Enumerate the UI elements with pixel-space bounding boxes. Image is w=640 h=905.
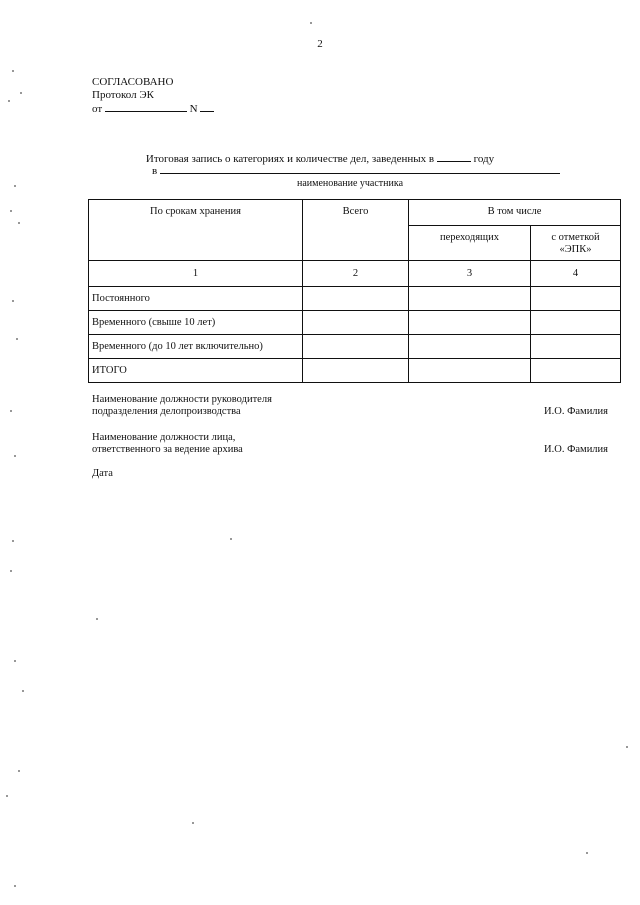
scan-speck	[14, 885, 16, 887]
scan-speck	[20, 92, 22, 94]
scan-speck	[12, 300, 14, 302]
number-blank	[200, 102, 214, 112]
header-retention: По срокам хранения	[89, 200, 303, 261]
row-label: Временного (до 10 лет включительно)	[89, 335, 303, 359]
scan-speck	[10, 210, 12, 212]
scan-speck	[16, 338, 18, 340]
scan-speck	[96, 618, 98, 620]
signature-position-line: Наименование должности руководителя	[92, 394, 272, 405]
cell	[531, 335, 621, 359]
cell	[409, 359, 531, 383]
row-label: Временного (свыше 10 лет)	[89, 311, 303, 335]
scan-speck	[22, 690, 24, 692]
table-row-total	[89, 359, 621, 383]
date-label: Дата	[92, 468, 113, 479]
cell	[409, 335, 531, 359]
cell	[409, 287, 531, 311]
cell	[531, 287, 621, 311]
scan-speck	[18, 770, 20, 772]
table-row	[89, 335, 621, 359]
cell	[409, 311, 531, 335]
scan-speck	[6, 795, 8, 797]
summary-table	[88, 199, 621, 383]
column-numbers-row	[89, 261, 621, 287]
header-carried-over: переходящих	[409, 226, 531, 261]
cell	[531, 359, 621, 383]
row-label: ИТОГО	[89, 359, 303, 383]
cell	[531, 311, 621, 335]
cell	[303, 287, 409, 311]
scan-speck	[14, 660, 16, 662]
participant-blank	[160, 164, 560, 174]
from-prefix: от	[92, 103, 103, 115]
scan-speck	[8, 100, 10, 102]
scan-speck	[10, 410, 12, 412]
page-number: 2	[317, 38, 323, 50]
signature-name: И.О. Фамилия	[544, 406, 608, 417]
scan-speck	[230, 538, 232, 540]
header-total: Всего	[303, 200, 409, 261]
scan-speck	[626, 746, 628, 748]
signature-name: И.О. Фамилия	[544, 444, 608, 455]
table-header-row	[89, 200, 621, 226]
scan-speck	[310, 22, 312, 24]
cell	[303, 311, 409, 335]
signature-block	[92, 432, 243, 456]
year-blank	[437, 152, 471, 162]
in-prefix: в	[152, 165, 158, 177]
signature-block	[92, 394, 272, 418]
column-number: 4	[531, 261, 621, 287]
column-number: 3	[409, 261, 531, 287]
participant-caption: наименование участника	[296, 178, 404, 189]
date-blank	[105, 102, 187, 112]
scan-speck	[12, 70, 14, 72]
cell	[303, 359, 409, 383]
approval-date-line	[92, 102, 214, 116]
signature-position-line: ответственного за ведение архива	[92, 444, 243, 455]
column-number: 1	[89, 261, 303, 287]
title-text-before: Итоговая запись о категориях и количестве дел, заведенных в	[145, 153, 435, 165]
header-including: В том числе	[409, 200, 621, 226]
cell	[303, 335, 409, 359]
approval-protocol: Протокол ЭК	[92, 89, 154, 101]
scan-speck	[192, 822, 194, 824]
title-text-after: году	[473, 153, 495, 165]
scan-speck	[14, 455, 16, 457]
approval-title: СОГЛАСОВАНО	[92, 76, 174, 88]
row-label: Постоянного	[89, 287, 303, 311]
signature-position-line: подразделения делопроизводства	[92, 406, 241, 417]
table-row	[89, 311, 621, 335]
approval-block	[92, 76, 214, 116]
scan-speck	[586, 852, 588, 854]
participant-line	[152, 164, 560, 177]
header-epk-mark: с отметкой «ЭПК»	[531, 226, 621, 261]
table-row	[89, 287, 621, 311]
scan-speck	[12, 540, 14, 542]
column-number: 2	[303, 261, 409, 287]
scan-speck	[14, 185, 16, 187]
number-prefix: N	[189, 103, 198, 115]
scan-speck	[18, 222, 20, 224]
signature-position-line: Наименование должности лица,	[92, 432, 236, 443]
scan-speck	[10, 570, 12, 572]
